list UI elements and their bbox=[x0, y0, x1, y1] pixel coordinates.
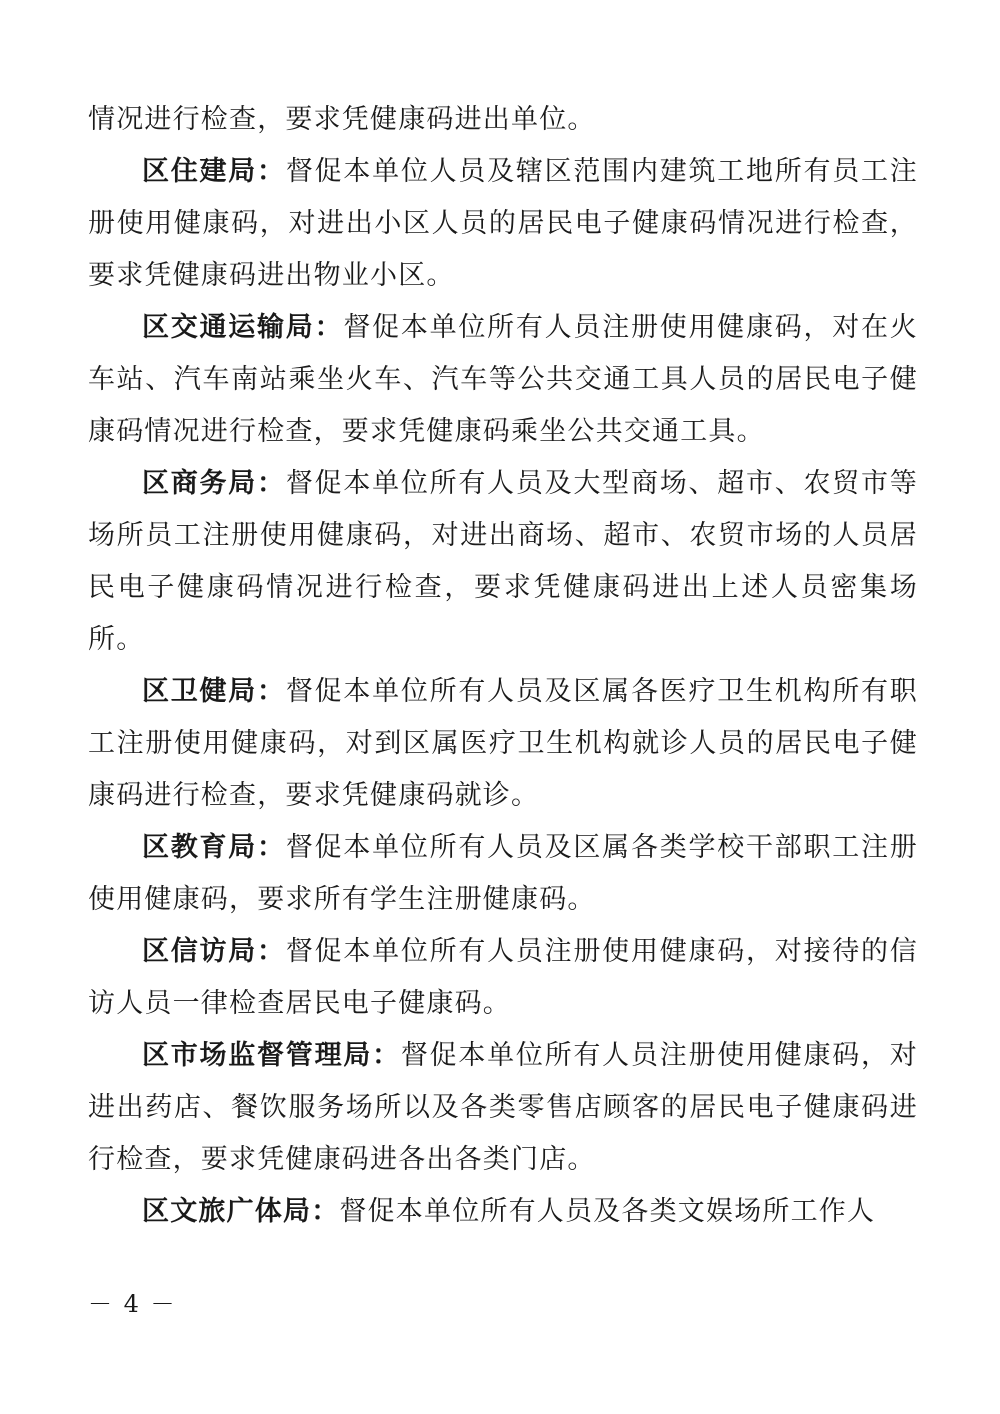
paragraph-text: 督促本单位所有人员注册使用健康码，对接待的信访人员一律检查居民电子健康码。 bbox=[88, 936, 918, 1019]
paragraph-jiaoyu bbox=[88, 822, 918, 926]
paragraph-text: 督促本单位所有人员注册使用健康码，对进出药店、餐饮服务场所以及各类零售店顾客的居民电子健康码进行检查，要求凭健康码进各出各类门店。 bbox=[88, 1040, 918, 1175]
dept-heading: 区交通运输局 bbox=[142, 312, 315, 343]
dept-heading: 区市场监督管理局 bbox=[142, 1040, 373, 1071]
dept-colon: ： bbox=[257, 468, 286, 499]
dept-heading: 区商务局 bbox=[142, 468, 258, 499]
paragraph-text: 督促本单位所有人员及区属各医疗卫生机构所有职工注册使用健康码，对到区属医疗卫生机构就诊人员的居民电子健康码进行检查，要求凭健康码就诊。 bbox=[88, 676, 918, 811]
paragraph-xinfang bbox=[88, 926, 918, 1030]
paragraph-text: 督促本单位所有人员及大型商场、超市、农贸市等场所员工注册使用健康码，对进出商场、超市、农贸市场的人员居民电子健康码情况进行检查，要求凭健康码进出上述人员密集场所。 bbox=[88, 468, 918, 655]
continuation-paragraph: 情况进行检查，要求凭健康码进出单位。 bbox=[88, 104, 596, 135]
paragraph-shichang bbox=[88, 1030, 918, 1186]
dept-colon: ： bbox=[257, 676, 286, 707]
dept-colon: ： bbox=[372, 1040, 401, 1071]
paragraph-weijian bbox=[88, 666, 918, 822]
dept-heading: 区教育局 bbox=[142, 832, 258, 863]
dept-colon: ： bbox=[257, 156, 286, 187]
paragraph-text: 督促本单位所有人员及区属各类学校干部职工注册使用健康码，要求所有学生注册健康码。 bbox=[88, 832, 918, 915]
paragraph-text: 督促本单位所有人员及各类文娱场所工作人 bbox=[339, 1196, 876, 1227]
paragraph-shangwu bbox=[88, 458, 918, 666]
dept-colon: ： bbox=[257, 936, 286, 967]
paragraph-text: 督促本单位所有人员注册使用健康码，对在火车站、汽车南站乘坐火车、汽车等公共交通工具人员的居民电子健康码情况进行检查，要求凭健康码乘坐公共交通工具。 bbox=[88, 312, 919, 447]
page-number: － 4 － bbox=[88, 1290, 177, 1318]
dept-colon: ： bbox=[314, 312, 344, 343]
dept-heading: 区卫健局 bbox=[142, 676, 258, 707]
paragraph-wenlv bbox=[88, 1186, 918, 1238]
dept-heading: 区住建局 bbox=[142, 156, 258, 187]
body-text bbox=[88, 94, 918, 1238]
dept-heading: 区信访局 bbox=[142, 936, 258, 967]
dept-heading: 区文旅广体局 bbox=[142, 1196, 312, 1227]
dept-colon: ： bbox=[311, 1196, 340, 1227]
paragraph-zhujian bbox=[88, 146, 918, 302]
dept-colon: ： bbox=[257, 832, 286, 863]
paragraph-text: 督促本单位人员及辖区范围内建筑工地所有员工注册使用健康码，对进出小区人员的居民电子健康码情况进行检查，要求凭健康码进出物业小区。 bbox=[88, 156, 918, 291]
paragraph-jiaotong bbox=[88, 302, 918, 458]
